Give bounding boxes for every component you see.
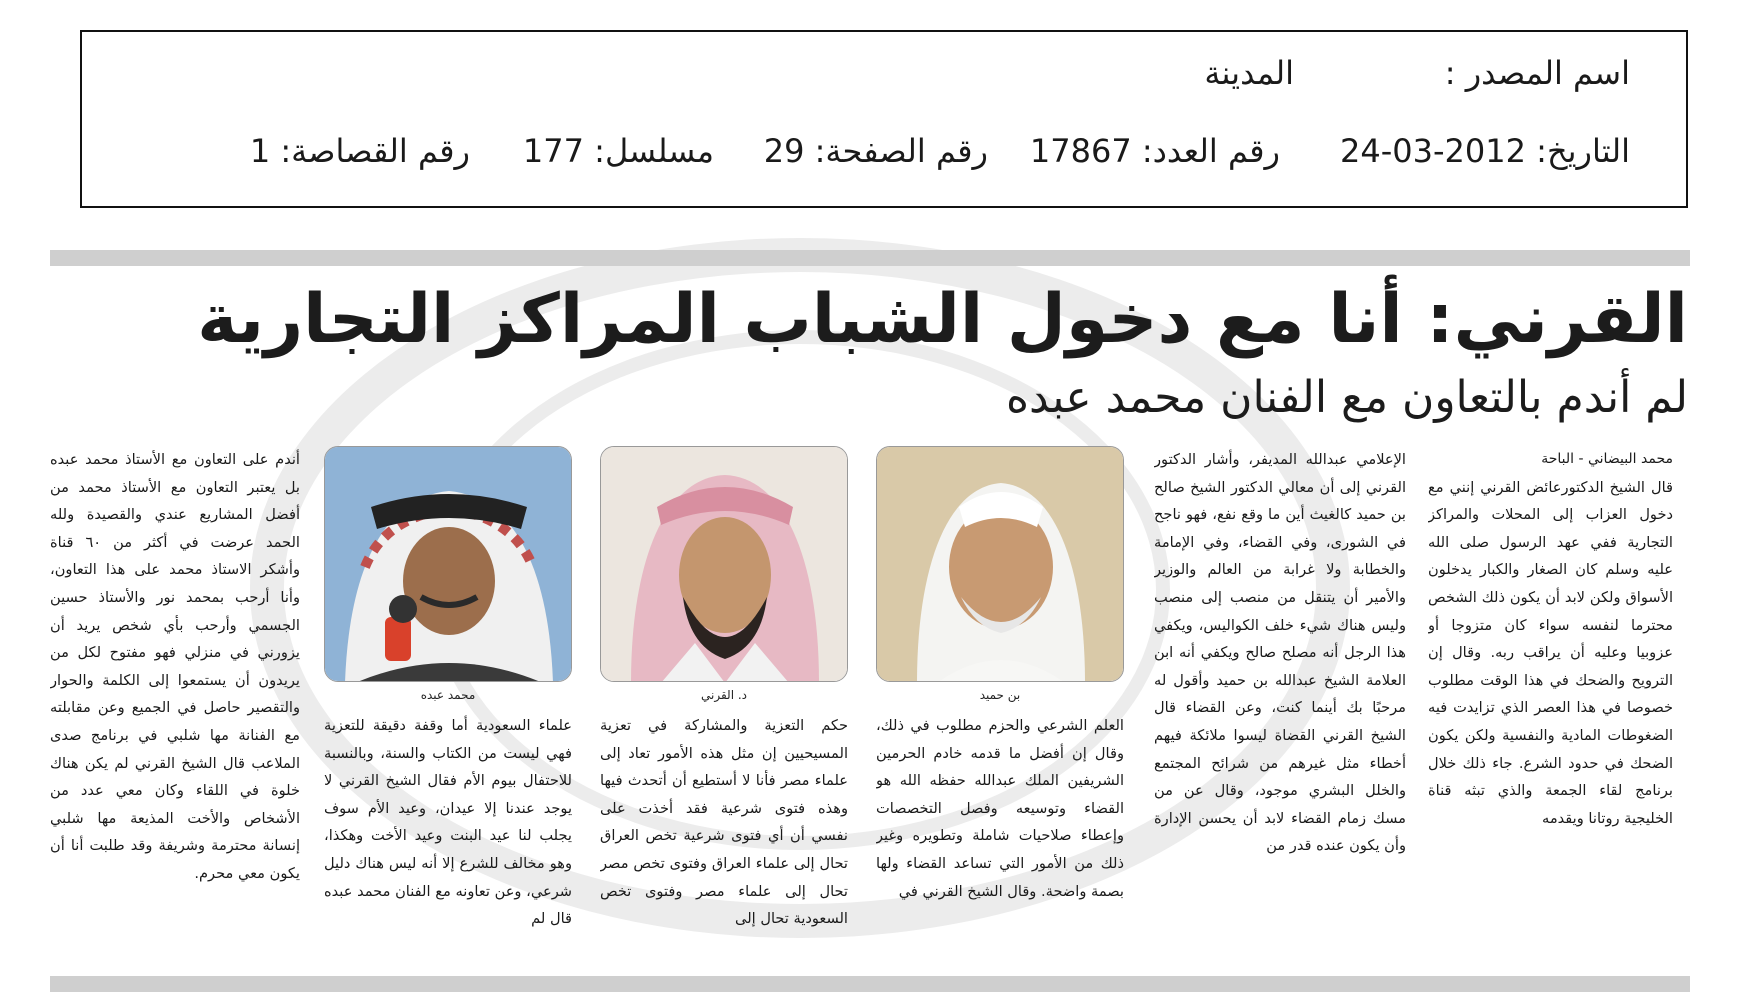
photo-mohammed-abdu	[324, 446, 572, 682]
photo-al-qarni	[600, 446, 848, 682]
article-column-3	[876, 712, 1124, 958]
article-headline: القرني: أنا مع دخول الشباب المراكز التجارية	[197, 280, 1688, 359]
bottom-divider	[50, 976, 1690, 992]
source-label: اسم المصدر :	[1444, 54, 1630, 92]
article-column-1	[1428, 446, 1673, 958]
article-column-2	[1154, 446, 1406, 958]
column-6-text: أندم على التعاون مع الأستاذ محمد عبده بل يعتبر التعاون مع الأستاذ محمد من أفضل المشاريع عندي والقصيدة ولله الحمد عرضت في أكثر من ٦٠ قناة وأشكر الاستاذ محمد على هذا التعاون، وأنا أرحب بمحمد نور والأستاذ حسين الجسمي وأرحب بأي شخص يريد أن يزورني في منزلي فهو مفتوح لكل من يريدون أن يستمعوا إلى الكلمة والحوار والتقصير حاصل في الجميع وعن مقابلته مع الفنانة مها شلبي في برنامج صدى الملاعب قال الشيخ القرني لم يكن هناك خلوة في اللقاء وكان معي عدد من الأشخاص والأخت المذيعة مها شلبي إنسانة محترمة وشريفة وقد طلبت أنا أن يكون معي محرم.	[50, 451, 300, 882]
serial-value: 177	[522, 132, 584, 170]
column-1-text: قال الشيخ الدكتورعائض القرني إنني مع دخول العزاب إلى المحلات والمراكز التجارية ففي عهد الرسول صلى الله عليه وسلم كان الصغار والكبار يدخلون الأسواق ولكن لابد أن يكون ذلك الشخص محترما لنفسه سواء كان متزوجا أو عزوبيا وعليه أن يراقب ربه. وقال إن الترويح والضحك في هذا الوقت مطلوب خصوصا في هذا العصر الذي تزايدت فيه الضغوطات المادية والنفسية ولكن يكون الضحك في حدود الشرع. جاء ذلك خلال برنامج لقاء الجمعة والذي تبثه قناة الخليجية روتانا ويقدمه	[1428, 478, 1673, 827]
page-field	[764, 132, 988, 170]
date-value: 24-03-2012	[1340, 132, 1526, 170]
column-5-text: علماء السعودية أما وقفة دقيقة للتعزية فهي ليست من الكتاب والسنة، وبالنسبة للاحتفال بيوم الأم فقال الشيخ القرني لا يوجد عندنا إلا عيدان، وعيد الأم سوف يجلب لنا عيد البنت وعيد الأخت وهكذا، وهو مخالف للشرع إلا أنه ليس هناك دليل شرعي، وعن تعاونه مع الفنان محمد عبده قال لم	[324, 717, 572, 928]
date-label: التاريخ:	[1536, 132, 1630, 170]
clip-field	[250, 132, 470, 170]
clip-label: رقم القصاصة:	[280, 132, 470, 170]
page-label: رقم الصفحة:	[814, 132, 988, 170]
source-info-box	[80, 30, 1688, 208]
date-field	[1340, 132, 1630, 170]
article-column-6	[50, 446, 300, 958]
article-byline: محمد البيضاني - الباحة	[1541, 451, 1673, 467]
source-value: المدينة	[1204, 54, 1294, 92]
clip-value: 1	[249, 132, 271, 170]
column-3-text: العلم الشرعي والحزم مطلوب في ذلك، وقال إن أفضل ما قدمه خادم الحرمين الشريفين الملك عبدالله حفظه الله هو القضاء وتوسيعه وفصل التخصصات وإعطاء صلاحيات شاملة وتطويره وغير ذلك من الأمور التي تساعد القضاء ولها بصمة واضحة. وقال الشيخ القرني في	[876, 717, 1124, 900]
issue-value: 17867	[1029, 132, 1132, 170]
photo-bin-humaid	[876, 446, 1124, 682]
column-2-text: الإعلامي عبدالله المديفر، وأشار الدكتور القرني إلى أن معالي الدكتور الشيخ صالح بن حميد كالغيث أين ما وقع نفع، فهو ناجح في الشورى، وفي القضاء، وفي الإمامة والخطابة ولا غرابة من العالم والوزير والأمير أن يتنقل من منصب إلى منصب وليس هناك شيء خلف الكواليس، ويكفي هذا الرجل أنه مصلح صالح ويكفي أنه ابن العلامة الشيخ عبدالله بن حميد وأقول له مرحبًا بك أينما كنت، وعن القضاء قال الشيخ القرني القضاة ليسوا ملائكة فيهم أخطاء مثل غيرهم من شرائح المجتمع والخلل البشري موجود، وقال عن من مسك زمام القضاء لابد أن يحسن الإدارة وأن يكون عنده قدر من	[1154, 451, 1406, 855]
serial-label: مسلسل:	[594, 132, 714, 170]
column-4-text: حكم التعزية والمشاركة في تعزية المسيحيين إن مثل هذه الأمور تعاد إلى علماء مصر فأنا لا أستطيع أن أتحدث فيها وهذه فتوى شرعية فقد أخذت على نفسي أن أي فتوى شرعية تخص العراق تحال إلى علماء العراق وفتوى تخص مصر تحال إلى علماء مصر وفتوى تخص السعودية تحال إلى	[600, 717, 848, 928]
issue-label: رقم العدد:	[1141, 132, 1280, 170]
issue-field	[1030, 132, 1280, 170]
caption-al-qarni: د. القرني	[701, 688, 747, 702]
caption-mohammed-abdu: محمد عبده	[420, 688, 476, 702]
serial-field	[523, 132, 714, 170]
page-value: 29	[763, 132, 805, 170]
article-column-4	[600, 712, 848, 958]
article-column-5	[324, 712, 572, 958]
article-subheadline: لم أندم بالتعاون مع الفنان محمد عبده	[1006, 372, 1688, 423]
top-divider	[50, 250, 1690, 266]
caption-bin-humaid: بن حميد	[979, 688, 1021, 702]
